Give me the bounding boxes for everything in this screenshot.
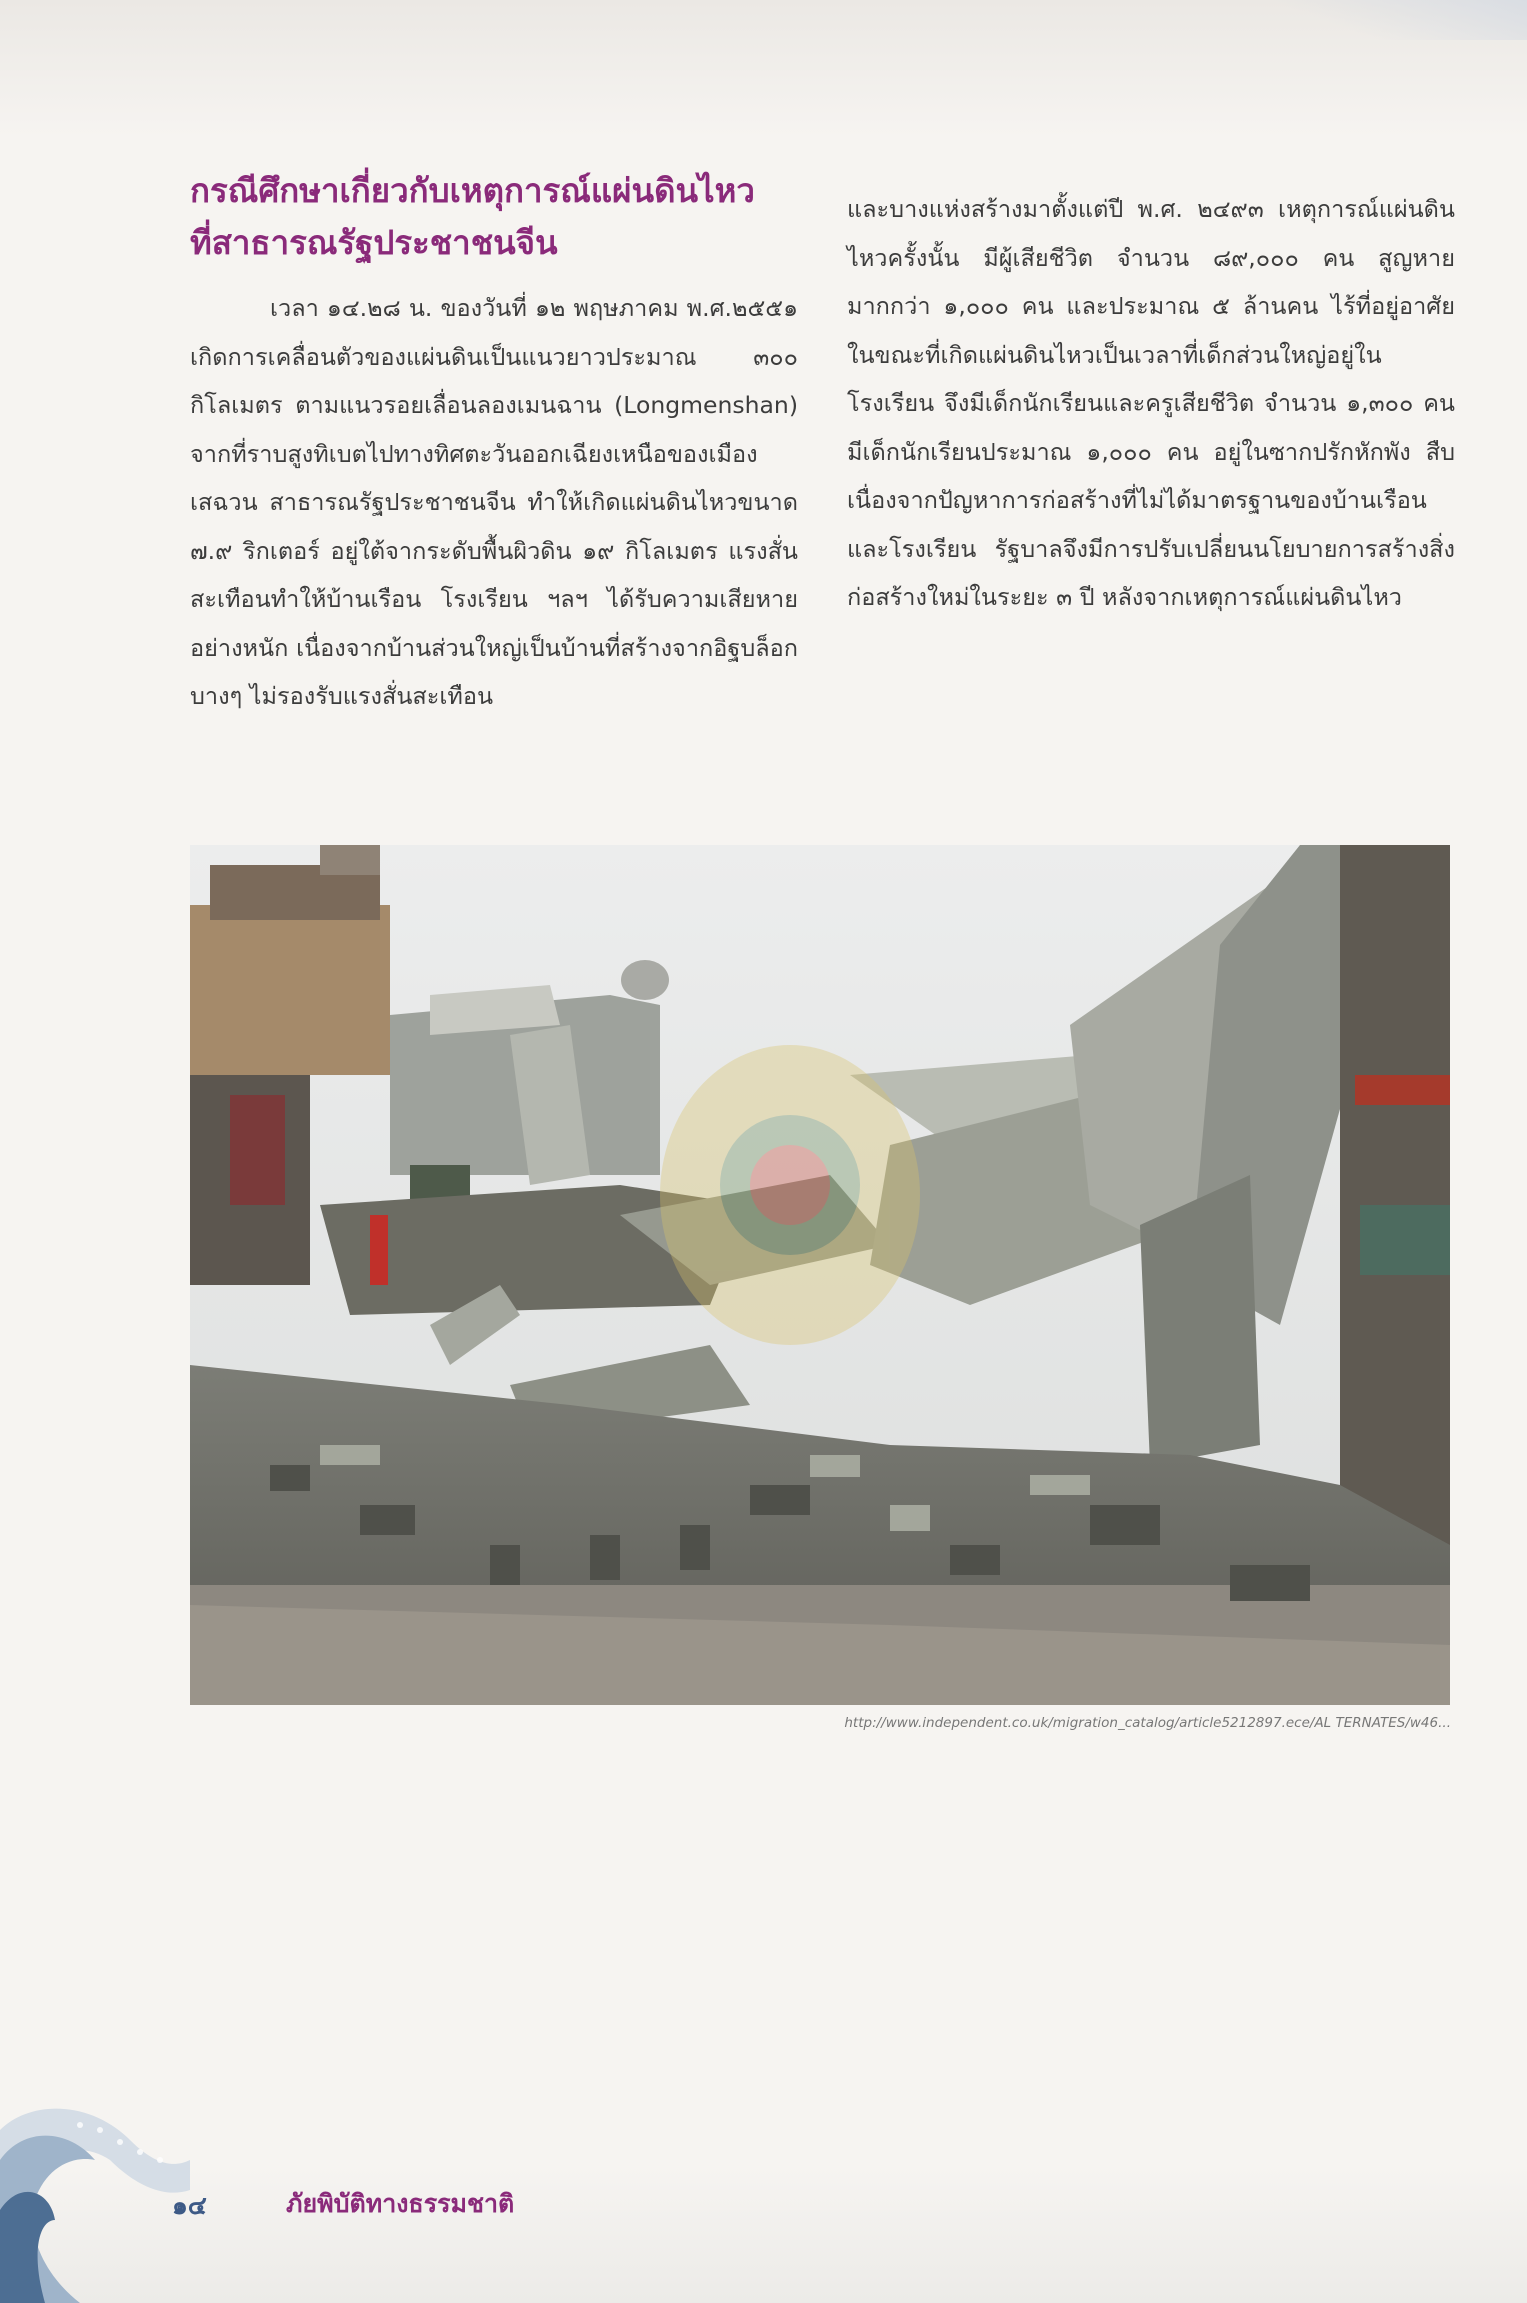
heading-line-1: กรณีศึกษาเกี่ยวกับเหตุการณ์แผ่นดินไหว bbox=[190, 171, 755, 210]
left-text-column bbox=[190, 284, 798, 721]
page-curl bbox=[1267, 0, 1527, 40]
earthquake-rubble-photo bbox=[190, 845, 1450, 1705]
paragraph: เวลา ๑๔.๒๘ น. ของวันที่ ๑๒ พฤษภาคม พ.ศ.๒๕๕๑ เกิดการเคลื่อนตัวของแผ่นดินเป็นแนวยาวประมาณ ๓๐๐ กิโลเมตร ตามแนวรอยเลื่อนลองเมนฉาน (Longmenshan) จากที่ราบสูงทิเบตไปทางทิศตะวันออกเฉียงเหนือของเมืองเสฉวน สาธารณรัฐประชาชนจีน ทำให้เกิดแผ่นดินไหวขนาด ๗.๙ ริกเตอร์ อยู่ใต้จากระดับพื้นผิวดิน ๑๙ กิโลเมตร แรงสั่นสะเทือนทำให้บ้านเรือน โรงเรียน ฯลฯ ได้รับความเสียหายอย่างหนัก เนื่องจากบ้านส่วนใหญ่เป็นบ้านที่สร้างจากอิฐบล็อกบางๆ ไม่รองรับแรงสั่นสะเทือน bbox=[190, 294, 798, 710]
paragraph: และบางแห่งสร้างมาตั้งแต่ปี พ.ศ. ๒๔๙๓ เหตุการณ์แผ่นดินไหวครั้งนั้น มีผู้เสียชีวิต จำนวน ๘๙,๐๐๐ คน สูญหายมากกว่า ๑,๐๐๐ คน และประมาณ ๕ ล้านคน ไร้ที่อยู่อาศัย ในขณะที่เกิดแผ่นดินไหวเป็นเวลาที่เด็กส่วนใหญ่อยู่ในโรงเรียน จึงมีเด็กนักเรียนและครูเสียชีวิต จำนวน ๑,๓๐๐ คน มีเด็กนักเรียนประมาณ ๑,๐๐๐ คน อยู่ในซากปรักหักพัง สืบเนื่องจากปัญหาการก่อสร้างที่ไม่ได้มาตรฐานของบ้านเรือนและโรงเรียน รัฐบาลจึงมีการปรับเปลี่ยนนโยบายการสร้างสิ่งก่อสร้างใหม่ในระยะ ๓ ปี หลังจากเหตุการณ์แผ่นดินไหว bbox=[847, 195, 1455, 611]
heading-line-2: ที่สาธารณรัฐประชาชนจีน bbox=[190, 223, 558, 262]
wave-decoration-icon bbox=[0, 2100, 200, 2303]
right-text-column bbox=[847, 185, 1455, 622]
book-title: ภัยพิบัติทางธรรมชาติ bbox=[286, 2189, 515, 2218]
article-heading bbox=[190, 165, 810, 269]
page-number: ๑๔ bbox=[172, 2191, 207, 2220]
photo-caption: http://www.independent.co.uk/migration_catalog/article5212897.ece/AL TERNATES/w46... bbox=[844, 1715, 1451, 1731]
